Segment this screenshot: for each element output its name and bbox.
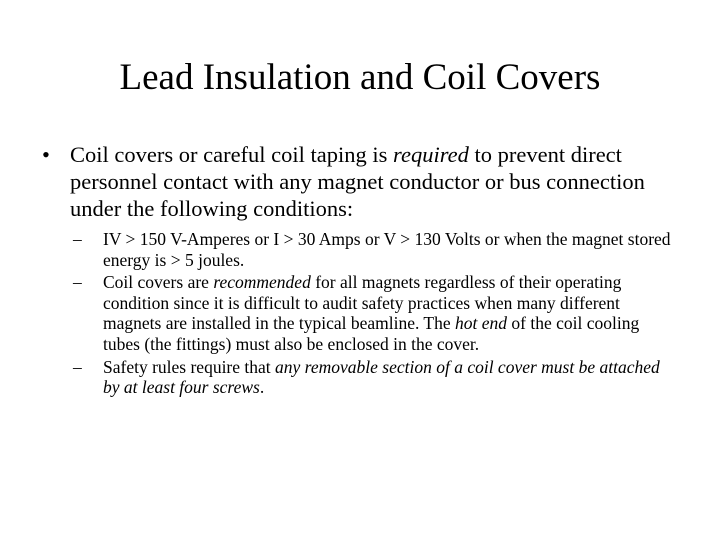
sub-bullet-marker: – xyxy=(73,229,82,249)
sub-bullet-recommended-covers xyxy=(73,272,673,354)
main-bullet-text xyxy=(70,141,682,222)
sub-bullet-text-part1: Safety rules require that xyxy=(103,356,276,377)
sub-bullet-text-part3: of the coil cooling tubes (the fittings) must also be enclosed in the cover. xyxy=(103,313,640,354)
sub-bullet-marker: – xyxy=(73,356,82,377)
sub-bullet-text-part2: . xyxy=(259,377,265,398)
sub-bullet-list xyxy=(73,229,673,400)
sub-bullet-emphasis-hot-end: hot end xyxy=(455,313,508,334)
sub-bullet-emphasis-screws: any removable section of a coil cover must be attached by at least four screws xyxy=(103,356,660,398)
sub-bullet-text-part1: Coil covers are xyxy=(103,272,214,293)
main-bullet-text-part1: Coil covers or careful coil taping is xyxy=(70,142,394,167)
sub-bullet-marker: – xyxy=(73,272,82,293)
sub-bullet-safety-rules xyxy=(73,357,673,398)
sub-bullet-text xyxy=(103,272,673,354)
sub-bullet-voltage-conditions xyxy=(73,229,673,270)
main-bullet-emphasis: required xyxy=(393,142,469,167)
sub-bullet-text: IV > 150 V-Amperes or I > 30 Amps or V > 130 Volts or when the magnet stored energy is > 5 joules. xyxy=(103,229,671,270)
sub-bullet-text-part2: for all magnets regardless of their operating condition since it is difficult to audit safety practices when many different magnets are installed in the typical beamline. The xyxy=(103,272,622,334)
sub-bullet-text xyxy=(103,357,673,398)
slide-title: Lead Insulation and Coil Covers xyxy=(119,57,601,98)
sub-bullet-emphasis-recommended: recommended xyxy=(213,272,311,293)
main-bullet-text-part2: to prevent direct personnel contact with any magnet conductor or bus connection under the following conditions: xyxy=(70,142,645,221)
bullet-marker: • xyxy=(42,142,50,167)
main-bullet xyxy=(42,141,682,222)
